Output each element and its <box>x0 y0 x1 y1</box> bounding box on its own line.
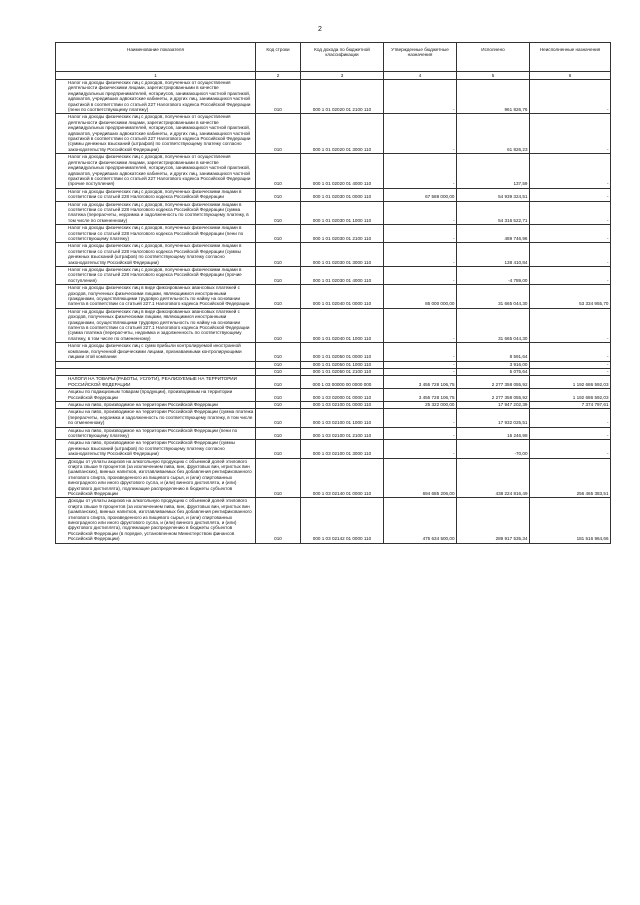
row-done: 8 591,64 <box>457 343 530 361</box>
row-kbk: 000 1 03 02142 01 0000 110 <box>301 498 384 543</box>
row-approved: - <box>384 225 457 243</box>
row-kbk: 000 1 03 02100 01 0000 110 <box>301 401 384 408</box>
row-undone: - <box>530 188 611 201</box>
row-kbk: 000 1 01 02030 01 0000 110 <box>301 188 384 201</box>
row-done: -70,00 <box>457 440 530 458</box>
row-code: 010 <box>256 368 301 375</box>
row-code: 010 <box>256 401 301 408</box>
table-row <box>56 201 611 225</box>
row-done: 3 916,00 <box>457 361 530 368</box>
row-undone: 181 516 964,66 <box>530 498 611 543</box>
row-name: Акцизы на пиво, производимое на территории Российской Федерации <box>56 401 256 408</box>
row-done: 2 277 358 055,92 <box>457 389 530 402</box>
row-kbk: 000 1 03 00000 00 0000 000 <box>301 376 384 389</box>
row-done: 489 746,96 <box>457 225 530 243</box>
row-done: 137,59 <box>457 154 530 188</box>
row-done: 2 277 358 055,92 <box>457 376 530 389</box>
row-name: НАЛОГИ НА ТОВАРЫ (РАБОТЫ, УСЛУГИ), РЕАЛИЗУЕМЫЕ НА ТЕРРИТОРИИ РОССИЙСКОЙ ФЕДЕРАЦИИ <box>56 376 256 389</box>
header-done: Исполнено <box>457 43 530 72</box>
page-number: 2 <box>318 26 322 33</box>
header-undone: Неисполненные назначения <box>530 43 611 72</box>
table-row <box>56 427 611 440</box>
table-row <box>56 368 611 375</box>
row-done: 438 224 816,49 <box>457 458 530 498</box>
table-row <box>56 114 611 154</box>
row-approved: - <box>384 243 457 267</box>
row-done: 31 665 044,30 <box>457 285 530 309</box>
row-code: 010 <box>256 343 301 361</box>
row-undone: - <box>530 343 611 361</box>
row-kbk: 000 1 03 02100 01 3000 110 <box>301 440 384 458</box>
column-number: 3 <box>301 72 384 80</box>
row-approved: - <box>384 361 457 368</box>
table-row <box>56 343 611 361</box>
row-kbk: 000 1 01 02030 01 3000 110 <box>301 243 384 267</box>
header-approved: Утвержденные бюджетные назначения <box>384 43 457 72</box>
row-kbk: 000 1 01 02040 01 0000 110 <box>301 285 384 309</box>
row-approved: - <box>384 368 457 375</box>
row-code: 010 <box>256 225 301 243</box>
row-name: Налог на доходы физических лиц с доходов, полученных от осуществления деятельности физическими лицами, зарегистрированными в качестве индивидуальных предпринимателей, нотариусов, занимающихся частной практикой, адвокатов, учредивших адвокатские кабинеты, и других лиц, занимающихся частной практикой в соответствии со статьей 227 Налогового кодекса Российской Федерации (суммы денежных взысканий (штрафов) по соответствующему платежу согласно законодательству Российской Федерации) <box>56 114 256 154</box>
row-undone: - <box>530 267 611 285</box>
row-undone: - <box>530 427 611 440</box>
table-row <box>56 458 611 498</box>
row-code: 010 <box>256 376 301 389</box>
row-code: 010 <box>256 80 301 114</box>
row-done: 54 939 324,51 <box>457 188 530 201</box>
row-done: 17 947 202,39 <box>457 401 530 408</box>
row-code: 010 <box>256 267 301 285</box>
row-name: Акцизы на пиво, производимое на территории Российской Федерации (сумма платежа (перерасчеты, недоимка и задолженность по соответствующему платежу, в том числе по отмененному) <box>56 409 256 427</box>
row-name: Налог на доходы физических лиц в виде фиксированных авансовых платежей с доходов, полученных физическими лицами, являющимися иностранными гражданами, осуществляющими трудовую деятельность по найму на основании патента в соответствии со статьей 227.1 Налогового кодекса Российской Федерации (сумма платежа (перерасчеты, недоимка и задолженность по соответствующему платежу, в том числе по отмененному) <box>56 308 256 342</box>
row-code: 010 <box>256 188 301 201</box>
row-approved: - <box>384 427 457 440</box>
row-kbk: 000 1 01 02040 01 1000 110 <box>301 308 384 342</box>
row-done: 54 316 522,71 <box>457 201 530 225</box>
row-done: 61 826,23 <box>457 114 530 154</box>
row-approved: - <box>384 343 457 361</box>
row-kbk: 000 1 03 02000 01 0000 110 <box>301 389 384 402</box>
column-number: 5 <box>457 72 530 80</box>
row-kbk: 000 1 01 02030 01 2100 110 <box>301 225 384 243</box>
row-name <box>56 368 256 375</box>
row-code: 010 <box>256 308 301 342</box>
row-undone: 1 192 686 592,03 <box>530 389 611 402</box>
row-undone: - <box>530 80 611 114</box>
row-undone: 256 465 383,51 <box>530 458 611 498</box>
row-undone: - <box>530 308 611 342</box>
row-approved: - <box>384 201 457 225</box>
row-code: 010 <box>256 427 301 440</box>
row-approved: 694 685 206,00 <box>384 458 457 498</box>
row-code: 010 <box>256 409 301 427</box>
row-undone: - <box>530 243 611 267</box>
row-kbk: 000 1 03 02100 01 2100 110 <box>301 427 384 440</box>
table-row <box>56 285 611 309</box>
row-name: Акцизы по подакцизным товарам (продукции), производимым на территории Российской Федерации <box>56 389 256 402</box>
row-name: Налог на доходы физических лиц с доходов, полученных физическими лицами в соответствии со статьей 228 Налогового кодекса Российской Федерации (суммы денежных взысканий (штрафов) по соответствующему платежу согласно законодательству Российской Федерации) <box>56 243 256 267</box>
table-row <box>56 401 611 408</box>
table-row <box>56 225 611 243</box>
row-code: 010 <box>256 114 301 154</box>
row-kbk: 000 1 01 02020 01 2100 110 <box>301 80 384 114</box>
row-kbk: 000 1 01 02030 01 4000 110 <box>301 267 384 285</box>
row-done: 31 665 044,30 <box>457 308 530 342</box>
row-name: Налог на доходы физических лиц с доходов, полученных физическими лицами в соответствии со статьей 228 Налогового кодекса Российской Федерации (прочие поступления) <box>56 267 256 285</box>
row-undone: 53 334 955,70 <box>530 285 611 309</box>
row-approved: 85 000 000,00 <box>384 285 457 309</box>
row-code: 010 <box>256 243 301 267</box>
row-code: 010 <box>256 389 301 402</box>
row-done: 138 410,84 <box>457 243 530 267</box>
table-row <box>56 498 611 543</box>
row-done: -4 789,00 <box>457 267 530 285</box>
row-done: 15 246,98 <box>457 427 530 440</box>
column-number: 2 <box>256 72 301 80</box>
row-undone: - <box>530 440 611 458</box>
table-row <box>56 243 611 267</box>
row-approved: 475 634 500,00 <box>384 498 457 543</box>
row-code: 010 <box>256 498 301 543</box>
row-name: Налог на доходы физических лиц с доходов, полученных физическими лицами в соответствии со статьей 228 Налогового кодекса Российской Федерации (сумма платежа (перерасчеты, недоимка и задолженность по соответствующему платежу, в том числе по отмененному) <box>56 201 256 225</box>
row-name: Налог на доходы физических лиц с доходов, полученных физическими лицами в соответствии со статьей 228 Налогового кодекса Российской Федерации <box>56 188 256 201</box>
row-kbk: 000 1 01 02050 01 0000 110 <box>301 343 384 361</box>
row-name: Налог на доходы физических лиц с доходов, полученных от осуществления деятельности физическими лицами, зарегистрированными в качестве индивидуальных предпринимателей, нотариусов, занимающихся частной практикой, адвокатов, учредивших адвокатские кабинеты, и других лиц, занимающихся частной практикой в соответствии со статьей 227 Налогового кодекса Российской Федерации (пени по соответствующему платежу) <box>56 80 256 114</box>
row-kbk: 000 1 01 02030 01 1000 110 <box>301 201 384 225</box>
row-undone: - <box>530 154 611 188</box>
column-number: 6 <box>530 72 611 80</box>
row-done: 961 826,76 <box>457 80 530 114</box>
row-approved: - <box>384 154 457 188</box>
row-undone: 7 374 797,61 <box>530 401 611 408</box>
row-done: 17 932 025,51 <box>457 409 530 427</box>
table-row <box>56 389 611 402</box>
table-row <box>56 409 611 427</box>
column-number: 4 <box>384 72 457 80</box>
row-approved: 3 455 728 106,75 <box>384 389 457 402</box>
row-kbk: 000 1 01 02020 01 4000 110 <box>301 154 384 188</box>
row-name: Доходы от уплаты акцизов на алкогольную продукцию с объемной долей этилового спирта свыше 9 процентов (за исключением пива, вин, фруктовых вин, игристых вин (шампанских), винных напитков, изготавливаемых без добавления ректификованного этилового спирта, произведенного из пищевого сырья, и (или) спиртованных виноградного или иного фруктового сусла, и (или) винного дистиллята, и (или) фруктового дистиллята), подлежащие распределению в бюджеты субъектов Российской Федерации (в порядке, установленном Министерством финансов Российской Федерации) <box>56 498 256 543</box>
row-code: 010 <box>256 361 301 368</box>
table-row <box>56 376 611 389</box>
row-approved: 3 455 728 106,75 <box>384 376 457 389</box>
row-approved: - <box>384 308 457 342</box>
row-code: 010 <box>256 285 301 309</box>
row-undone: - <box>530 114 611 154</box>
table-row <box>56 440 611 458</box>
row-code: 010 <box>256 201 301 225</box>
row-code: 010 <box>256 440 301 458</box>
row-approved: 25 322 000,00 <box>384 401 457 408</box>
row-kbk: 000 1 03 02100 01 1000 110 <box>301 409 384 427</box>
row-undone: - <box>530 201 611 225</box>
row-approved: 67 588 000,00 <box>384 188 457 201</box>
row-name: Акцизы на пиво, производимое на территории Российской Федерации (суммы денежных взысканий (штрафов) по соответствующему платежу согласно законодательству Российской Федерации) <box>56 440 256 458</box>
column-number: 1 <box>56 72 256 80</box>
row-done: 5 075,64 <box>457 368 530 375</box>
row-name <box>56 361 256 368</box>
header-name: Наименование показателя <box>56 43 256 72</box>
header-row <box>56 43 611 72</box>
budget-report-table <box>55 42 611 544</box>
table-row <box>56 80 611 114</box>
row-code: 010 <box>256 154 301 188</box>
row-undone: - <box>530 225 611 243</box>
table-row <box>56 361 611 368</box>
row-kbk: 000 1 01 02050 01 2100 110 <box>301 368 384 375</box>
table-row <box>56 308 611 342</box>
row-kbk: 000 1 01 02050 01 1000 110 <box>301 361 384 368</box>
row-approved: - <box>384 409 457 427</box>
row-code: 010 <box>256 458 301 498</box>
row-approved: - <box>384 267 457 285</box>
table-row <box>56 267 611 285</box>
row-approved: - <box>384 80 457 114</box>
row-name: Доходы от уплаты акцизов на алкогольную продукцию с объемной долей этилового спирта свыше 9 процентов (за исключением пива, вин, фруктовых вин, игристых вин (шампанских), винных напитков, изготавливаемых без добавления ректификованного этилового спирта, произведенного из пищевого сырья, и (или) спиртованных виноградного или иного фруктового сусла, и (или) винного дистиллята, и (или) фруктового дистиллята), подлежащие распределению в бюджеты субъектов Российской Федерации <box>56 458 256 498</box>
row-name: Налог на доходы физических лиц с доходов, полученных физическими лицами в соответствии со статьей 228 Налогового кодекса Российской Федерации (пени по соответствующему платежу) <box>56 225 256 243</box>
row-kbk: 000 1 03 02140 01 0000 110 <box>301 458 384 498</box>
header-row-code: Код строки <box>256 43 301 72</box>
row-undone: - <box>530 361 611 368</box>
row-undone: - <box>530 409 611 427</box>
row-name: Налог на доходы физических лиц в виде фиксированных авансовых платежей с доходов, полученных физическими лицами, являющимися иностранными гражданами, осуществляющими трудовую деятельность по найму на основании патента в соответствии со статьей 227.1 Налогового кодекса Российской Федерации <box>56 285 256 309</box>
row-approved: - <box>384 440 457 458</box>
row-kbk: 000 1 01 02020 01 3000 110 <box>301 114 384 154</box>
row-undone: 1 192 686 592,03 <box>530 376 611 389</box>
row-approved: - <box>384 114 457 154</box>
row-undone: - <box>530 368 611 375</box>
row-done: 289 917 535,34 <box>457 498 530 543</box>
column-number-row <box>56 72 611 80</box>
row-name: Налог на доходы физических лиц с сумм прибыли контролируемой иностранной компании, полученной физическими лицами, признаваемыми контролирующими лицами этой компании <box>56 343 256 361</box>
table-row <box>56 154 611 188</box>
row-name: Налог на доходы физических лиц с доходов, полученных от осуществления деятельности физическими лицами, зарегистрированными в качестве индивидуальных предпринимателей, нотариусов, занимающихся частной практикой, адвокатов, учредивших адвокатские кабинеты, и других лиц, занимающихся частной практикой в соответствии со статьей 227 Налогового кодекса Российской Федерации (прочие поступления) <box>56 154 256 188</box>
table-row <box>56 188 611 201</box>
header-kbk: Код дохода по бюджетной классификации <box>301 43 384 72</box>
row-name: Акцизы на пиво, производимое на территории Российской Федерации (пени по соответствующему платежу) <box>56 427 256 440</box>
